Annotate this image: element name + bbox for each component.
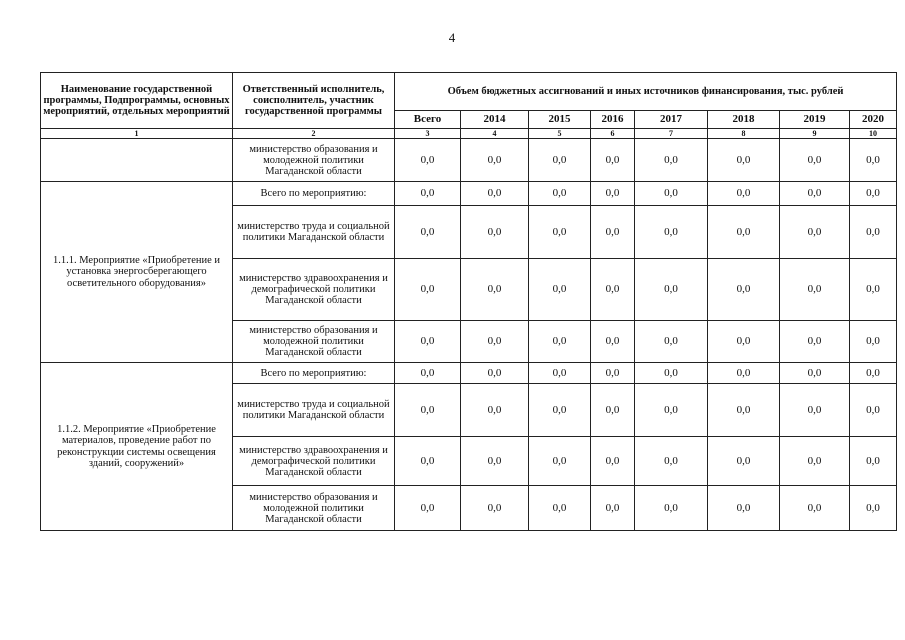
value-cell: 0,0 (708, 182, 780, 206)
column-numbers-row (41, 129, 897, 139)
value-cell: 0,0 (708, 486, 780, 531)
budget-table (40, 72, 897, 531)
value-cell: 0,0 (708, 321, 780, 363)
value-cell: 0,0 (395, 139, 461, 182)
executor-cell: министерство образования и молодежной политики Магаданской области (233, 321, 395, 363)
value-cell: 0,0 (850, 321, 897, 363)
executor-cell: Всего по мероприятию: (233, 182, 395, 206)
header-year: 2019 (780, 111, 850, 129)
header-year: 2017 (635, 111, 708, 129)
value-cell: 0,0 (780, 182, 850, 206)
executor-cell: министерство труда и социальной политики Магаданской области (233, 384, 395, 437)
column-number: 7 (635, 129, 708, 139)
value-cell: 0,0 (461, 363, 529, 384)
value-cell: 0,0 (635, 384, 708, 437)
value-cell: 0,0 (461, 486, 529, 531)
value-cell: 0,0 (529, 384, 591, 437)
value-cell: 0,0 (529, 437, 591, 486)
value-cell: 0,0 (591, 206, 635, 259)
value-cell: 0,0 (461, 139, 529, 182)
column-number: 9 (780, 129, 850, 139)
value-cell: 0,0 (850, 437, 897, 486)
value-cell: 0,0 (780, 139, 850, 182)
value-cell: 0,0 (780, 206, 850, 259)
value-cell: 0,0 (529, 259, 591, 321)
value-cell: 0,0 (708, 437, 780, 486)
value-cell: 0,0 (708, 384, 780, 437)
value-cell: 0,0 (635, 437, 708, 486)
value-cell: 0,0 (395, 182, 461, 206)
value-cell: 0,0 (850, 384, 897, 437)
event-cell: 1.1.2. Мероприятие «Приобретение материалов, проведение работ по реконструкции системы освещения зданий, сооружений» (41, 363, 233, 531)
header-name: Наименование государственной программы, Подпрограммы, основных мероприятий, отдельных мероприятий (41, 73, 233, 129)
value-cell: 0,0 (780, 486, 850, 531)
value-cell: 0,0 (850, 206, 897, 259)
value-cell: 0,0 (591, 486, 635, 531)
value-cell: 0,0 (708, 206, 780, 259)
value-cell: 0,0 (591, 321, 635, 363)
value-cell: 0,0 (635, 363, 708, 384)
value-cell: 0,0 (635, 139, 708, 182)
value-cell: 0,0 (591, 259, 635, 321)
table-row (41, 363, 897, 384)
value-cell: 0,0 (591, 384, 635, 437)
header-budget: Объем бюджетных ассигнований и иных источников финансирования, тыс. рублей (395, 73, 897, 111)
column-number: 6 (591, 129, 635, 139)
page-number: 4 (448, 30, 456, 45)
value-cell: 0,0 (850, 486, 897, 531)
header-year: Всего (395, 111, 461, 129)
value-cell: 0,0 (850, 259, 897, 321)
column-number: 2 (233, 129, 395, 139)
header-year: 2014 (461, 111, 529, 129)
executor-cell: министерство здравоохранения и демографической политики Магаданской области (233, 259, 395, 321)
value-cell: 0,0 (780, 363, 850, 384)
value-cell: 0,0 (529, 363, 591, 384)
column-number: 3 (395, 129, 461, 139)
column-number: 10 (850, 129, 897, 139)
value-cell: 0,0 (780, 321, 850, 363)
header-executor: Ответственный исполнитель, соисполнитель, участник государственной программы (233, 73, 395, 129)
value-cell: 0,0 (591, 363, 635, 384)
value-cell: 0,0 (708, 259, 780, 321)
value-cell: 0,0 (529, 486, 591, 531)
value-cell: 0,0 (635, 486, 708, 531)
header-row (41, 73, 897, 111)
column-number: 8 (708, 129, 780, 139)
value-cell: 0,0 (850, 182, 897, 206)
value-cell: 0,0 (395, 486, 461, 531)
table-row (41, 139, 897, 182)
value-cell: 0,0 (850, 363, 897, 384)
value-cell: 0,0 (591, 437, 635, 486)
header-year: 2020 (850, 111, 897, 129)
value-cell: 0,0 (780, 437, 850, 486)
executor-cell: министерство образования и молодежной политики Магаданской области (233, 139, 395, 182)
value-cell: 0,0 (850, 139, 897, 182)
value-cell: 0,0 (708, 139, 780, 182)
value-cell: 0,0 (708, 363, 780, 384)
value-cell: 0,0 (461, 182, 529, 206)
value-cell: 0,0 (529, 321, 591, 363)
value-cell: 0,0 (461, 321, 529, 363)
value-cell: 0,0 (591, 139, 635, 182)
event-cell-empty (41, 139, 233, 182)
value-cell: 0,0 (395, 321, 461, 363)
column-number: 4 (461, 129, 529, 139)
value-cell: 0,0 (635, 182, 708, 206)
value-cell: 0,0 (529, 206, 591, 259)
executor-cell: министерство здравоохранения и демографической политики Магаданской области (233, 437, 395, 486)
executor-cell: министерство образования и молодежной политики Магаданской области (233, 486, 395, 531)
executor-cell: министерство труда и социальной политики Магаданской области (233, 206, 395, 259)
header-year: 2018 (708, 111, 780, 129)
value-cell: 0,0 (635, 259, 708, 321)
table-row (41, 182, 897, 206)
column-number: 1 (41, 129, 233, 139)
header-year: 2015 (529, 111, 591, 129)
header-year: 2016 (591, 111, 635, 129)
value-cell: 0,0 (461, 384, 529, 437)
value-cell: 0,0 (395, 206, 461, 259)
value-cell: 0,0 (529, 139, 591, 182)
value-cell: 0,0 (461, 437, 529, 486)
executor-cell: Всего по мероприятию: (233, 363, 395, 384)
value-cell: 0,0 (395, 363, 461, 384)
value-cell: 0,0 (780, 384, 850, 437)
value-cell: 0,0 (461, 206, 529, 259)
value-cell: 0,0 (591, 182, 635, 206)
value-cell: 0,0 (635, 321, 708, 363)
value-cell: 0,0 (461, 259, 529, 321)
value-cell: 0,0 (395, 259, 461, 321)
column-number: 5 (529, 129, 591, 139)
value-cell: 0,0 (395, 437, 461, 486)
value-cell: 0,0 (780, 259, 850, 321)
value-cell: 0,0 (395, 384, 461, 437)
event-cell: 1.1.1. Мероприятие «Приобретение и установка энергосберегающего осветительного оборудования» (41, 182, 233, 363)
value-cell: 0,0 (529, 182, 591, 206)
value-cell: 0,0 (635, 206, 708, 259)
